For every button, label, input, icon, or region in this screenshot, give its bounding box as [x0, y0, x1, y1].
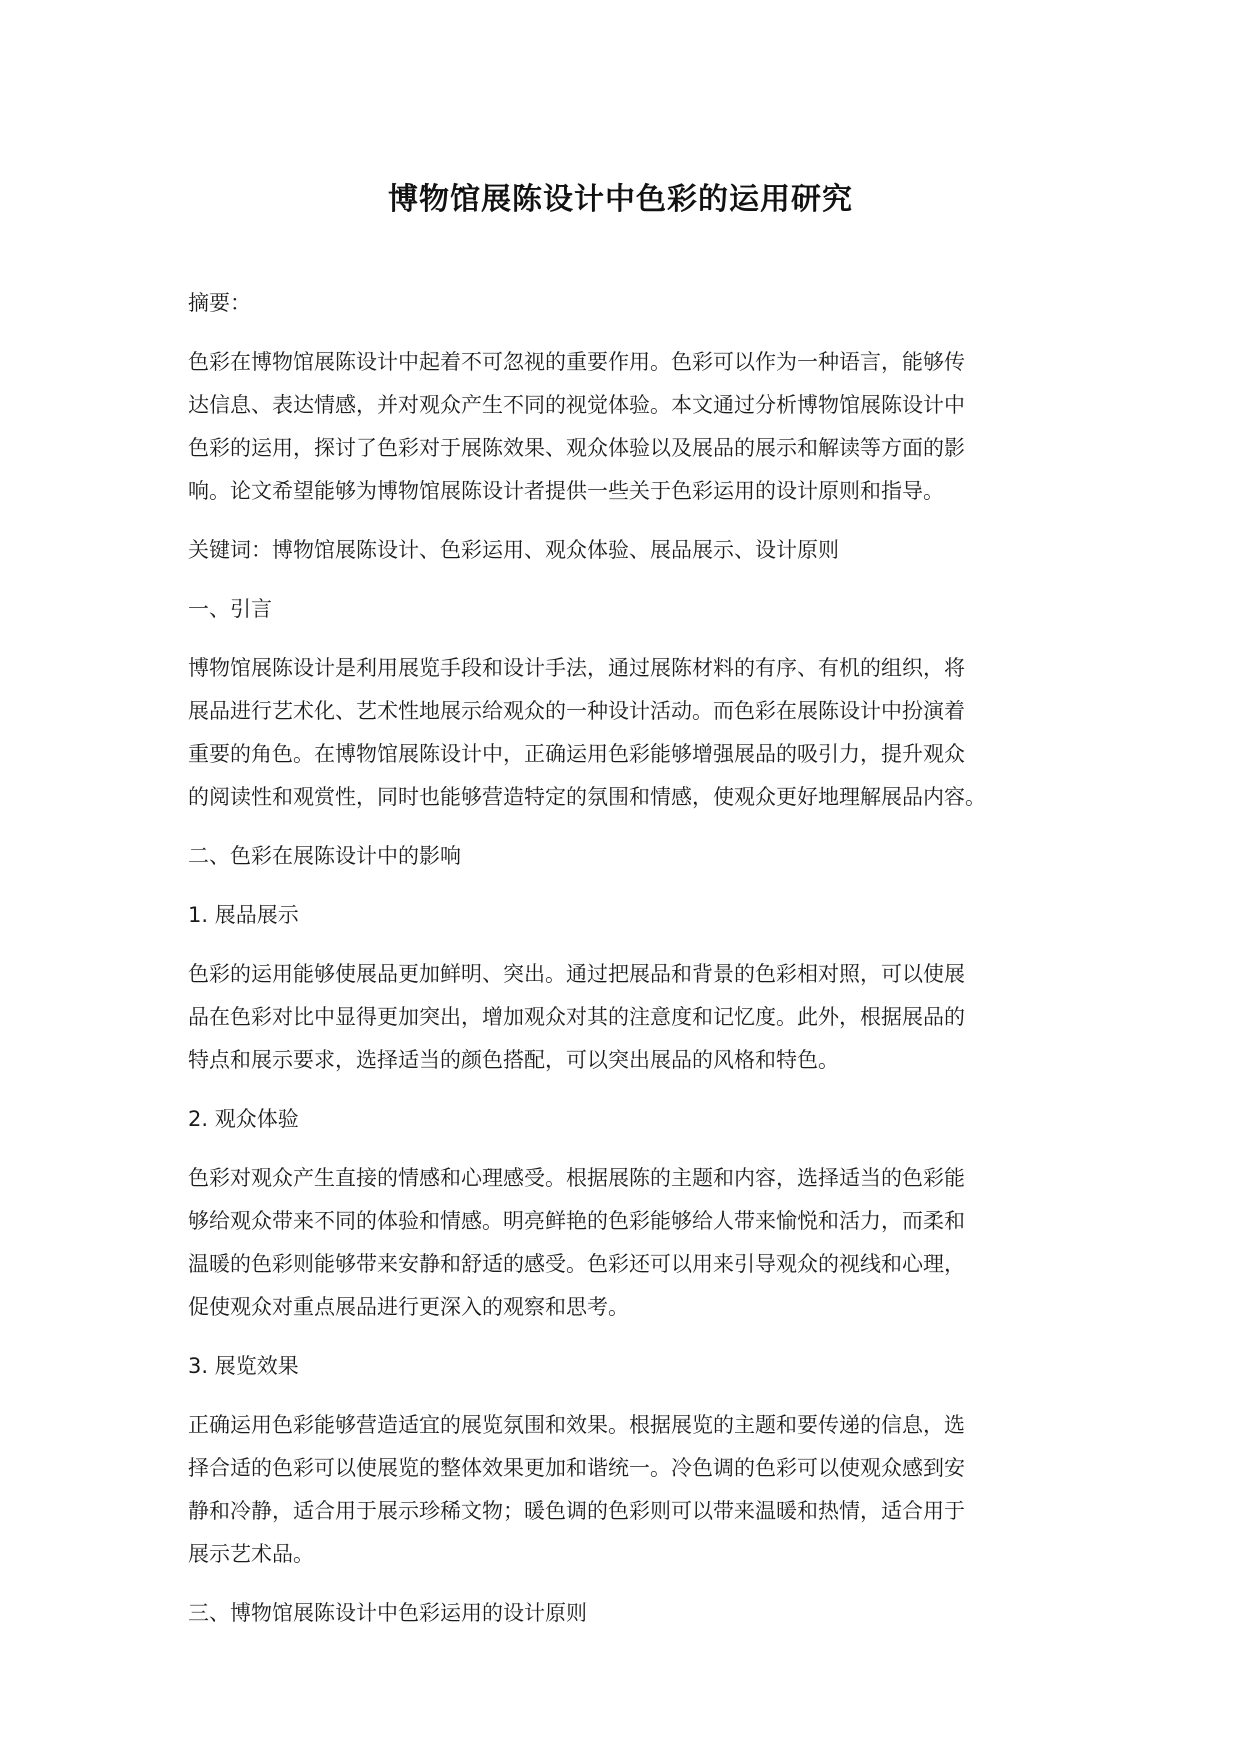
paragraph-line: 色彩在博物馆展陈设计中起着不可忽视的重要作用。色彩可以作为一种语言，能够传	[188, 350, 965, 374]
intro-paragraph	[188, 647, 1058, 819]
paragraph-line: 的阅读性和观赏性，同时也能够营造特定的氛围和情感，使观众更好地理解展品内容。	[188, 785, 986, 809]
subsection-heading-exhibition-effect: 3. 展览效果	[188, 1354, 299, 1378]
document-body	[188, 282, 1058, 1651]
section-heading-influence: 二、色彩在展陈设计中的影响	[188, 844, 461, 868]
paragraph-line: 色彩的运用能够使展品更加鲜明、突出。通过把展品和背景的色彩相对照，可以使展	[188, 962, 965, 986]
subsection-heading-exhibit-display: 1. 展品展示	[188, 903, 299, 927]
paragraph-line: 特点和展示要求，选择适当的颜色搭配，可以突出展品的风格和特色。	[188, 1048, 839, 1072]
section-heading-intro: 一、引言	[188, 597, 272, 621]
paragraph-line: 重要的角色。在博物馆展陈设计中，正确运用色彩能够增强展品的吸引力，提升观众	[188, 742, 965, 766]
paragraph-line: 温暖的色彩则能够带来安静和舒适的感受。色彩还可以用来引导观众的视线和心理，	[188, 1252, 965, 1276]
paragraph-line: 色彩对观众产生直接的情感和心理感受。根据展陈的主题和内容，选择适当的色彩能	[188, 1166, 965, 1190]
exhibition-effect-paragraph	[188, 1404, 1058, 1576]
paragraph-line: 博物馆展陈设计是利用展览手段和设计手法，通过展陈材料的有序、有机的组织，将	[188, 656, 965, 680]
paragraph-line: 色彩的运用，探讨了色彩对于展陈效果、观众体验以及展品的展示和解读等方面的影	[188, 436, 965, 460]
paragraph-line: 促使观众对重点展品进行更深入的观察和思考。	[188, 1295, 629, 1319]
paragraph-line: 品在色彩对比中显得更加突出，增加观众对其的注意度和记忆度。此外，根据展品的	[188, 1005, 965, 1029]
paragraph-line: 静和冷静，适合用于展示珍稀文物；暖色调的色彩则可以带来温暖和热情，适合用于	[188, 1499, 965, 1523]
page-title: 博物馆展陈设计中色彩的运用研究	[388, 182, 853, 217]
abstract-label: 摘要：	[188, 291, 251, 315]
section-heading-design-principles: 三、博物馆展陈设计中色彩运用的设计原则	[188, 1601, 587, 1625]
paragraph-line: 择合适的色彩可以使展览的整体效果更加和谐统一。冷色调的色彩可以使观众感到安	[188, 1456, 965, 1480]
paragraph-line: 正确运用色彩能够营造适宜的展览氛围和效果。根据展览的主题和要传递的信息，选	[188, 1413, 965, 1437]
paragraph-line: 展品进行艺术化、艺术性地展示给观众的一种设计活动。而色彩在展陈设计中扮演着	[188, 699, 965, 723]
visitor-experience-paragraph	[188, 1157, 1058, 1329]
paragraph-line: 展示艺术品。	[188, 1542, 314, 1566]
exhibit-display-paragraph	[188, 953, 1058, 1082]
paragraph-line: 够给观众带来不同的体验和情感。明亮鲜艳的色彩能够给人带来愉悦和活力，而柔和	[188, 1209, 965, 1233]
abstract-paragraph	[188, 341, 1058, 513]
subsection-heading-visitor-experience: 2. 观众体验	[188, 1107, 299, 1131]
paragraph-line: 响。论文希望能够为博物馆展陈设计者提供一些关于色彩运用的设计原则和指导。	[188, 479, 944, 503]
paragraph-line: 达信息、表达情感，并对观众产生不同的视觉体验。本文通过分析博物馆展陈设计中	[188, 393, 965, 417]
keywords-line: 关键词：博物馆展陈设计、色彩运用、观众体验、展品展示、设计原则	[188, 538, 839, 562]
